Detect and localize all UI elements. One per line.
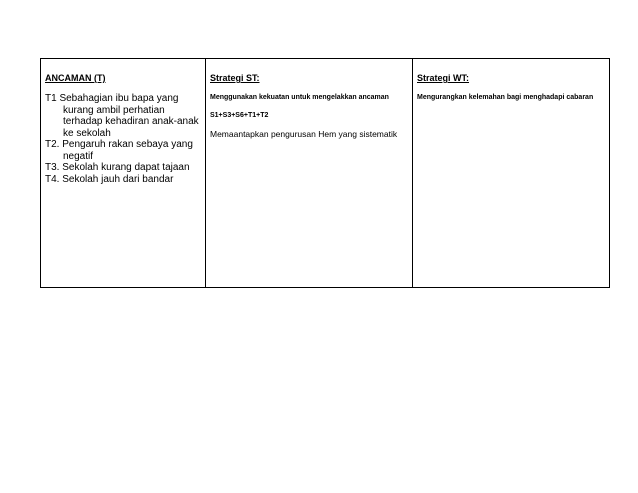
st-strategy-column: [206, 59, 413, 287]
threats-list: [45, 93, 201, 185]
threats-heading: ANCAMAN (T): [45, 73, 106, 83]
st-strategy-formula: S1+S3+S6+T1+T2: [210, 112, 269, 119]
swot-table: [40, 58, 610, 288]
threat-item-t4: T4. Sekolah jauh dari bandar: [45, 173, 174, 185]
st-strategy-description: Menggunakan kekuatan untuk mengelakkan ancaman: [210, 94, 389, 101]
threat-item-t3: T3. Sekolah kurang dapat tajaan: [45, 162, 190, 173]
wt-strategy-heading: Strategi WT:: [417, 73, 470, 83]
wt-strategy-column: [413, 59, 609, 287]
threat-item-t2: T2. Pengaruh rakan sebaya yang negatif: [45, 139, 193, 162]
threats-column: [41, 59, 206, 287]
wt-strategy-description: Mengurangkan kelemahan bagi menghadapi cabaran: [417, 94, 594, 101]
st-strategy-heading: Strategi ST:: [210, 73, 260, 83]
st-strategy-action: Memaantapkan pengurusan Hem yang sistematik: [210, 129, 398, 139]
threat-item-t1: T1 Sebahagian ibu bapa yang kurang ambil perhatian terhadap kehadiran anak-anak ke sekolah: [45, 93, 199, 139]
